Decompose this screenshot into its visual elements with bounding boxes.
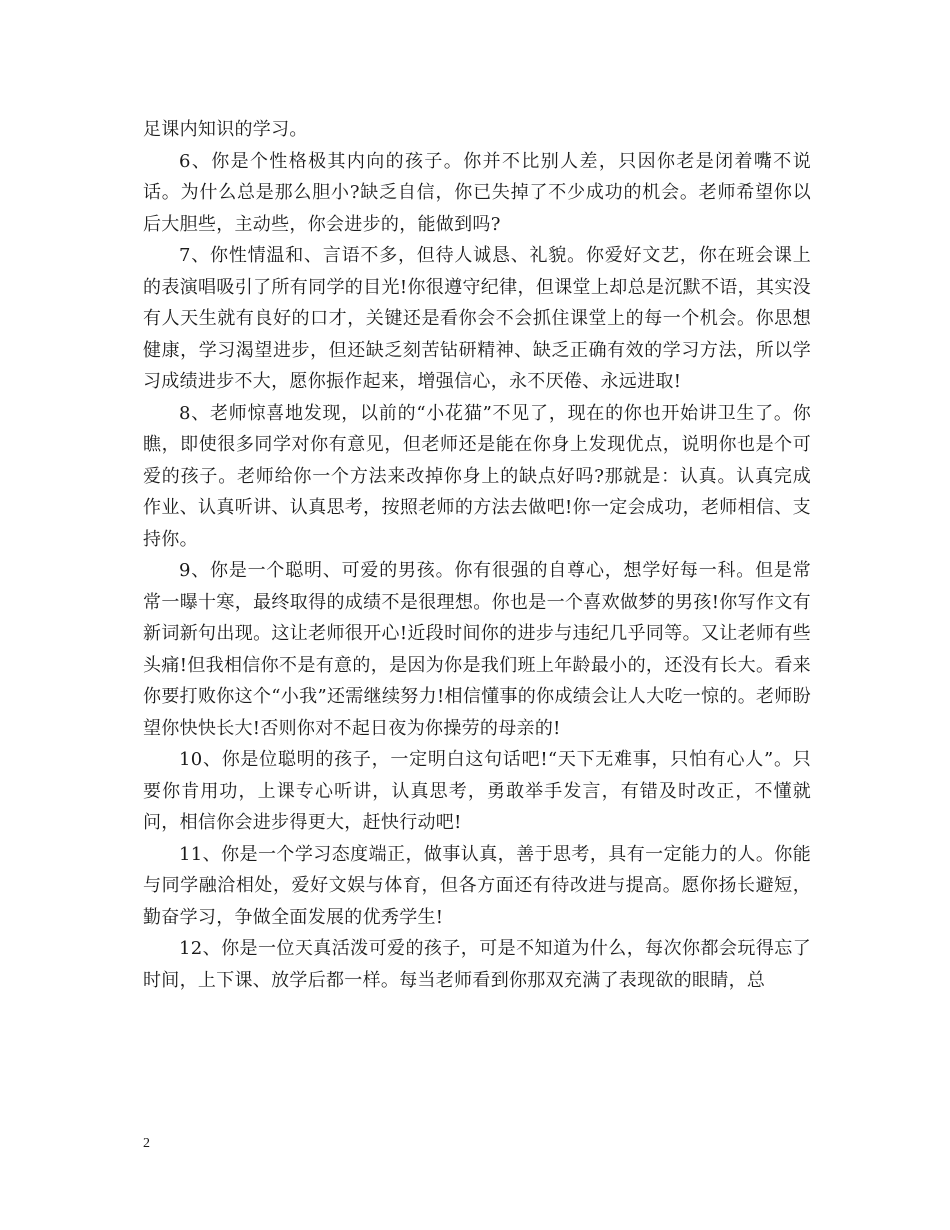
paragraph-comment-9: 9、你是一个聪明、可爱的男孩。你有很强的自尊心，想学好每一科。但是常常一曝十寒，最终取得的成绩不是很理想。你也是一个喜欢做梦的男孩!你写作文有新词新句出现。这让老师很开心!近段时间你的进步与违纪几乎同等。又让老师有些头痛!但我相信你不是有意的，是因为你是我们班上年龄最小的，还没有长大。看来你要打败你这个“小我”还需继续努力!相信懂事的你成绩会让人大吃一惊的。老师盼望你快快长大!否则你对不起日夜为你操劳的母亲的! [143, 560, 811, 739]
paragraph-comment-11: 11、你是一个学习态度端正，做事认真，善于思考，具有一定能力的人。你能与同学融洽相处，爱好文娱与体育，但各方面还有待改进与提高。愿你扬长避短，勤奋学习，争做全面发展的优秀学生! [143, 843, 811, 928]
document-body [143, 114, 811, 996]
paragraph-comment-8: 8、老师惊喜地发现，以前的“小花猫”不见了，现在的你也开始讲卫生了。你瞧，即使很多同学对你有意见，但老师还是能在你身上发现优点，说明你也是个可爱的孩子。老师给你一个方法来改掉你身上的缺点好吗?那就是：认真。认真完成作业、认真听讲、认真思考，按照老师的方法去做吧!你一定会成功，老师相信、支持你。 [143, 402, 811, 550]
paragraph-comment-10: 10、你是位聪明的孩子，一定明白这句话吧!“天下无难事，只怕有心人”。只要你肯用功，上课专心听讲，认真思考，勇敢举手发言，有错及时改正，不懂就问，相信你会进步得更大，赶快行动吧! [143, 749, 811, 833]
paragraph-comment-6: 6、你是个性格极其内向的孩子。你并不比别人差，只因你老是闭着嘴不说话。为什么总是那么胆小?缺乏自信，你已失掉了不少成功的机会。老师希望你以后大胆些，主动些，你会进步的，能做到吗? [143, 150, 811, 235]
paragraph-continued: 足课内知识的学习。 [143, 119, 308, 140]
page-number: 2 [143, 1136, 150, 1151]
paragraph-comment-12: 12、你是一位天真活泼可爱的孩子，可是不知道为什么，每次你都会玩得忘了时间，上下课、放学后都一样。每当老师看到你那双充满了表现欲的眼睛，总 [143, 938, 811, 991]
paragraph-comment-7: 7、你性情温和、言语不多，但待人诚恳、礼貌。你爱好文艺，你在班会课上的表演唱吸引了所有同学的目光!你很遵守纪律，但课堂上却总是沉默不语，其实没有人天生就有良好的口才，关键还是看你会不会抓住课堂上的每一个机会。你思想健康，学习渴望进步，但还缺乏刻苦钻研精神、缺乏正确有效的学习方法，所以学习成绩进步不大，愿你振作起来，增强信心，永不厌倦、永远进取! [143, 245, 811, 392]
